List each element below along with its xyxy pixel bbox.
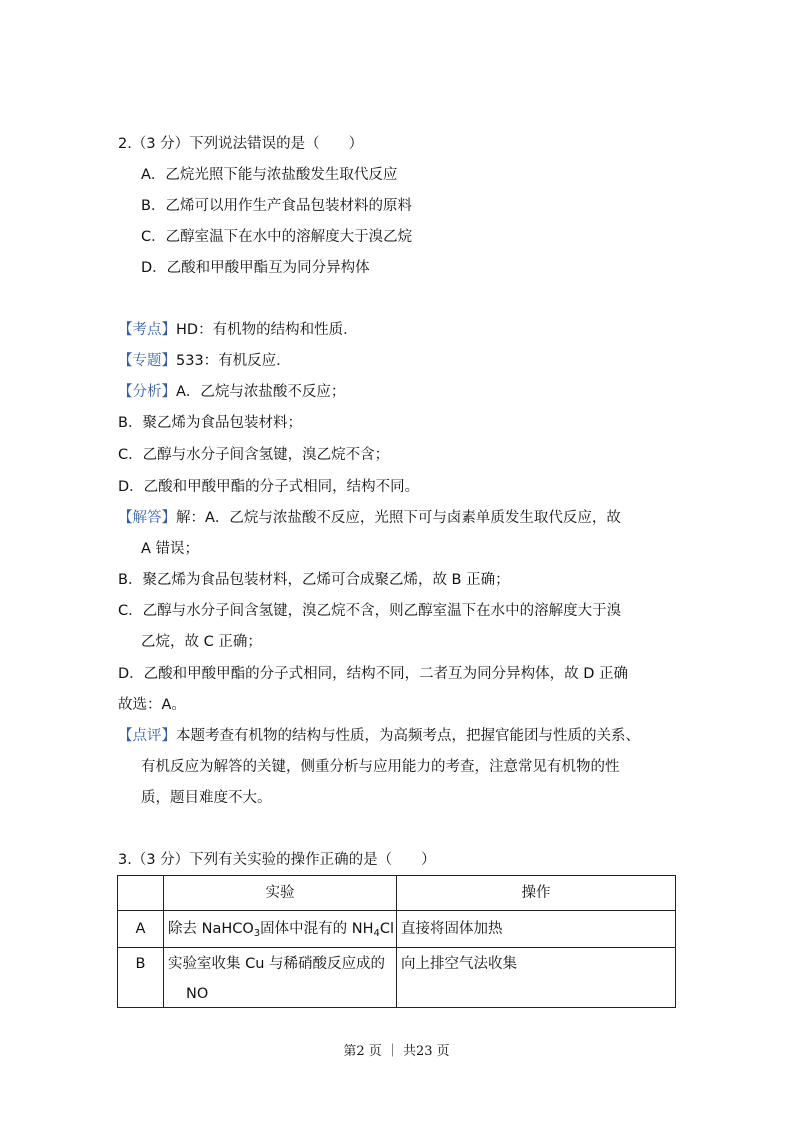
row-label: A	[118, 911, 164, 948]
jieda-c2: 乙烷，故 C 正确；	[141, 634, 262, 650]
jieda-d: D．乙酸和甲酸甲酯的分子式相同，结构不同，二者互为同分异构体，故 D 正确	[118, 666, 629, 682]
dianping-tag: 【点评】	[118, 728, 176, 744]
dianping-text: 本题考查有机物的结构与性质，为高频考点，把握官能团与性质的关系、	[176, 728, 640, 744]
kaodian-tag: 【考点】	[118, 322, 176, 338]
row-operation: 直接将固体加热	[397, 911, 676, 948]
q2-option-b: B．乙烯可以用作生产食品包装材料的原料	[141, 198, 412, 214]
dianping-line	[118, 726, 640, 746]
kaodian-text: HD：有机物的结构和性质．	[176, 322, 358, 338]
header-cell-empty	[118, 876, 164, 911]
q2-option-a: A．乙烷光照下能与浓盐酸发生取代反应	[141, 167, 398, 183]
jieda-a-cont: A 错误；	[141, 541, 200, 557]
page-footer: 第2 页 ｜ 共23 页	[343, 1044, 450, 1059]
zhuanti-tag: 【专题】	[118, 353, 176, 369]
header-cell-experiment: 实验	[164, 876, 397, 911]
jieda-text: 解：A．乙烷与浓盐酸不反应，光照下可与卤素单质发生取代反应，故	[176, 510, 621, 526]
kaodian-line	[118, 320, 358, 340]
zhuanti-text: 533：有机反应．	[176, 353, 291, 369]
q3-table	[117, 875, 676, 1008]
table-row	[118, 948, 676, 1008]
row-experiment: 除去 NaHCO$_3$固体中混有的 $NH_4Cl$	[164, 911, 397, 948]
jieda-c1: C．乙醇与水分子间含氢键，溴乙烷不含，则乙醇室温下在水中的溶解度大于溴	[118, 603, 622, 619]
dianping-line-3: 质，题目难度不大。	[141, 790, 272, 806]
fenxi-d: D．乙酸和甲酸甲酯的分子式相同，结构不同。	[118, 479, 420, 495]
q2-option-c: C．乙醇室温下在水中的溶解度大于溴乙烷	[141, 229, 413, 245]
fenxi-text: A．乙烷与浓盐酸不反应；	[176, 384, 346, 400]
fenxi-line	[118, 382, 345, 402]
q3-stem: 3.（3 分）下列有关实验的操作正确的是（ ）	[118, 852, 436, 868]
fenxi-tag: 【分析】	[118, 384, 176, 400]
table-header-row	[118, 876, 676, 911]
answer-line: 故选：A。	[118, 697, 186, 713]
header-cell-operation: 操作	[397, 876, 676, 911]
zhuanti-line	[118, 351, 291, 371]
q2-option-d: D．乙酸和甲酸甲酯互为同分异构体	[141, 260, 370, 276]
fenxi-c: C．乙醇与水分子间含氢键，溴乙烷不含；	[118, 447, 390, 463]
fenxi-b: B．聚乙烯为食品包装材料；	[118, 415, 302, 431]
jieda-b: B．聚乙烯为食品包装材料，乙烯可合成聚乙烯，故 B 正确；	[118, 572, 510, 588]
jieda-tag: 【解答】	[118, 510, 176, 526]
jieda-line	[118, 508, 621, 528]
row-operation: 向上排空气法收集	[397, 948, 676, 1008]
row-experiment: 实验室收集 Cu 与稀硝酸反应成的 NO	[164, 948, 397, 1008]
q2-stem: 2.（3 分）下列说法错误的是（ ）	[118, 136, 364, 152]
row-label: B	[118, 948, 164, 1008]
dianping-line-2: 有机反应为解答的关键，侧重分析与应用能力的考查，注意常见有机物的性	[141, 759, 620, 775]
table-row	[118, 911, 676, 948]
